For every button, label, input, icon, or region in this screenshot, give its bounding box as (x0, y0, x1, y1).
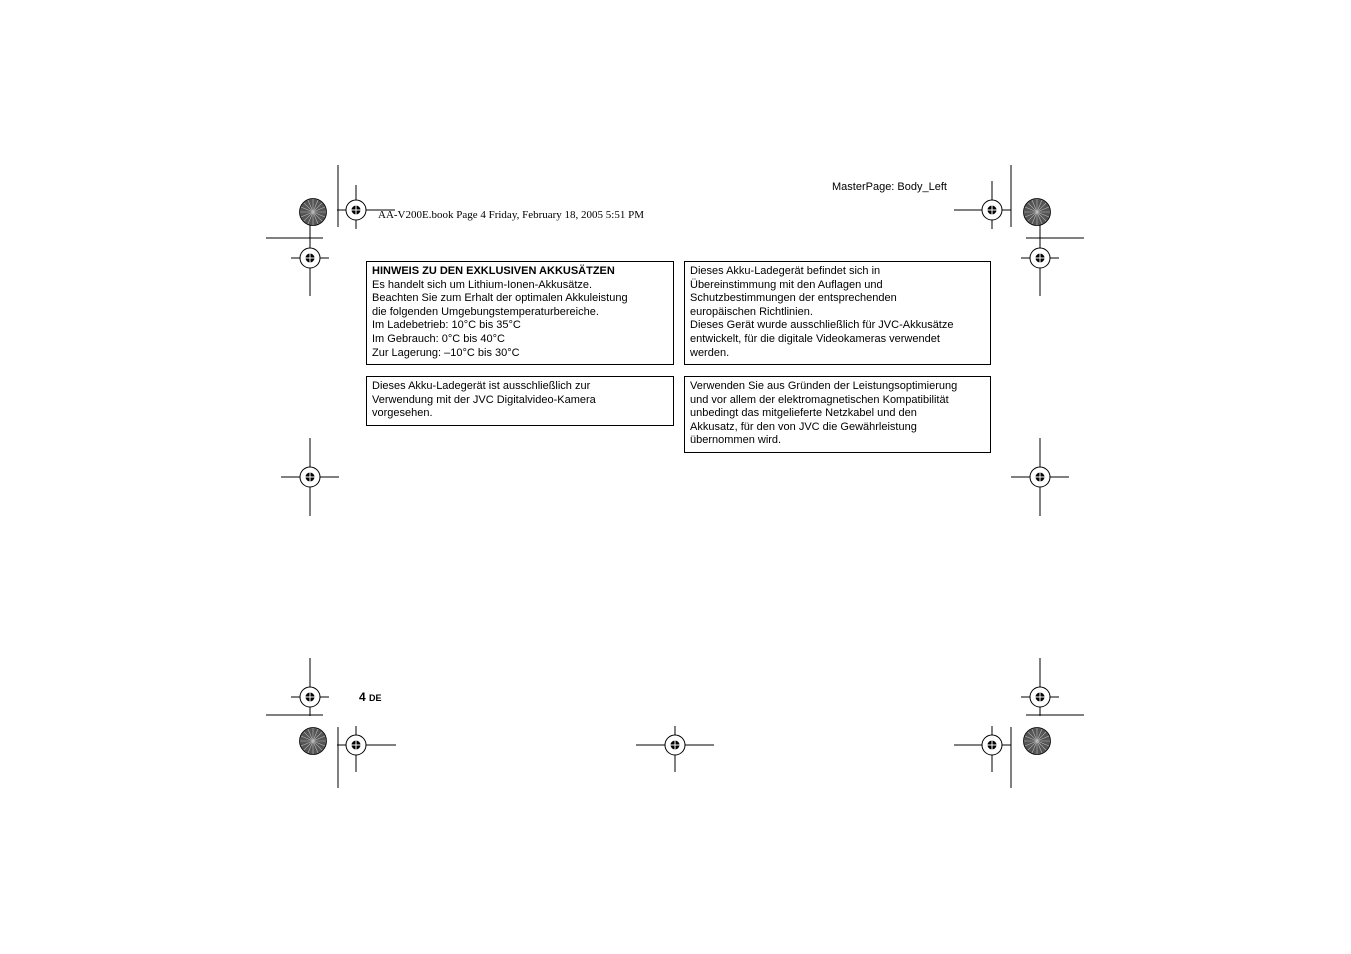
text-line: Im Ladebetrieb: 10°C bis 35°C (372, 319, 521, 332)
text-line: vorgesehen. (372, 407, 433, 420)
text-line: Akkusatz, für den von JVC die Gewährleistung (690, 420, 917, 433)
text-line: unbedingt das mitgelieferte Netzkabel und den (690, 407, 917, 420)
page-language-code: DE (369, 693, 382, 703)
usage-notice-box (366, 376, 674, 426)
text-line: Dieses Gerät wurde ausschließlich für JVC-Akkusätze (690, 319, 954, 332)
text-line: Schutzbestimmungen der entsprechenden (690, 292, 897, 305)
page-number-value: 4 (359, 690, 366, 704)
text-line: und vor allem der elektromagnetischen Kompatibilität (690, 393, 949, 406)
text-line: Verwenden Sie aus Gründen der Leistungsoptimierung (690, 380, 958, 392)
text-line: werden. (690, 346, 730, 359)
text-line: europäischen Richtlinien. (690, 305, 813, 318)
text-line: Dieses Akku-Ladegerät ist ausschließlich zur (372, 380, 591, 392)
text-line: übernommen wird. (690, 434, 782, 447)
text-line: Beachten Sie zum Erhalt der optimalen Akkuleistung (372, 292, 628, 305)
text-line: Übereinstimmung mit den Auflagen und (690, 278, 883, 291)
battery-notice-title: HINWEIS ZU DEN EXKLUSIVEN AKKUSÄTZEN (372, 265, 615, 277)
text-line: die folgenden Umgebungstemperaturbereiche. (372, 305, 599, 318)
text-line: entwickelt, für die digitale Videokameras verwendet (690, 332, 940, 345)
text-line: Zur Lagerung: –10°C bis 30°C (372, 346, 520, 359)
compliance-notice-box (684, 261, 991, 365)
masterpage-label: MasterPage: Body_Left (832, 181, 947, 193)
cable-notice-box (684, 376, 991, 453)
text-line: Dieses Akku-Ladegerät befindet sich in (690, 265, 881, 277)
text-line: Verwendung mit der JVC Digitalvideo-Kamera (372, 393, 596, 406)
battery-notice-box (366, 261, 674, 365)
book-info-slug: AA-V200E.book Page 4 Friday, February 18, 2005 5:51 PM (378, 209, 645, 221)
text-line: Es handelt sich um Lithium-Ionen-Akkusätze. (372, 278, 593, 291)
page-number (359, 690, 382, 704)
text-line: Im Gebrauch: 0°C bis 40°C (372, 332, 505, 345)
